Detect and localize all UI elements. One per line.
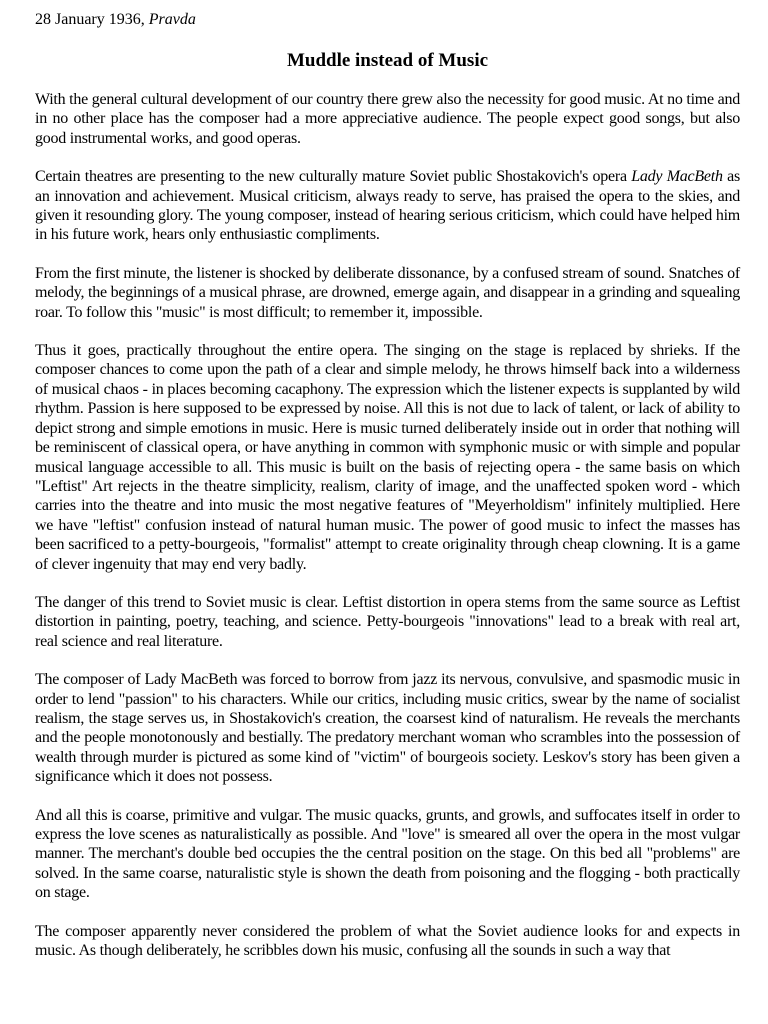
paragraph-2 — [35, 167, 740, 245]
paragraph-2-start: Certain theatres are presenting to the new culturally mature Soviet public Shostakovich's opera — [35, 168, 632, 186]
document-page — [35, 10, 740, 979]
paragraph-1: With the general cultural development of our country there grew also the necessity for good music. At no time and in no other place has the composer had a more appreciative audience. The people expect good songs, but also good instrumental works, and good operas. — [35, 91, 740, 147]
paragraph-7: And all this is coarse, primitive and vulgar. The music quacks, grunts, and growls, and suffocates itself in order to express the love scenes as naturalistically as possible. And "love" is smeared all over the opera in the most vulgar manner. The merchant's double bed occupies the the central position on the stage. On this bed all "problems" are solved. In the same coarse, naturalistic style is shown the death from poisoning and the flogging - both practically on stage. — [35, 806, 740, 902]
paragraph-2-end: as an innovation and achievement. Musical criticism, always ready to serve, has praised the opera to the skies, and given it resounding glory. The young composer, instead of hearing serious criticism, which could have helped him in his future work, hears only enthusiastic compliments. — [35, 168, 740, 244]
paragraph-5: The danger of this trend to Soviet music is clear. Leftist distortion in opera stems from the same source as Leftist distortion in painting, poetry, teaching, and science. Petty-bourgeois "innovations" lead to a break with real art, real science and real literature. — [35, 593, 740, 650]
paragraph-8: The composer apparently never considered the problem of what the Soviet audience looks for and expects in music. As though deliberately, he scribbles down his music, confusing all the sounds in such a way that — [35, 922, 740, 960]
paragraph-6: The composer of Lady MacBeth was forced to borrow from jazz its nervous, convulsive, and spasmodic music in order to lend "passion" to his characters. While our critics, including music critics, swear by the name of socialist realism, the stage serves us, in Shostakovich's creation, the coarsest kind of naturalism. He reveals the merchants and the people monotonously and bestially. The predatory merchant woman who scrambles into the possession of wealth through murder is pictured as some kind of "victim" of bourgeois society. Leskov's story has been given a significance which it does not possess. — [35, 671, 740, 786]
dateline — [35, 10, 740, 30]
publication-name: Pravda — [148, 11, 196, 28]
paragraph-4: Thus it goes, practically throughout the entire opera. The singing on the stage is replaced by shrieks. If the composer chances to come upon the path of a clear and simple melody, he throws himself back into a wilderness of musical chaos - in places becoming cacaphony. The expression which the listener expects is supplanted by wild rhythm. Passion is here supposed to be expressed by noise. All this is not due to lack of talent, or lack of ability to depict strong and simple emotions in music. Here is music turned deliberately inside out in order that nothing will be reminiscent of classical opera, or have anything in common with symphonic music or with simple and popular musical language accessible to all. This music is built on the basis of rejecting opera - the same basis on which "Leftist" Art rejects in the theatre simplicity, realism, clarity of image, and the unaffected spoken word - which carries into the theatre and into music the most negative features of "Meyerholdism" infinitely multiplied. Here we have "leftist" confusion instead of natural human music. The power of good music to infect the masses has been sacrificed to a petty-bourgeois, "formalist" attempt to create originality through cheap clowning. It is a game of clever ingenuity that may end very badly. — [35, 342, 740, 573]
paragraph-3: From the first minute, the listener is shocked by deliberate dissonance, by a confused stream of sound. Snatches of melody, the beginnings of a musical phrase, are drowned, emerge again, and disappear in a grinding and squealing roar. To follow this "music" is most difficult; to remember it, impossible. — [35, 264, 740, 321]
opera-title: Lady MacBeth — [631, 168, 723, 186]
date-text: 28 January 1936, — [35, 11, 149, 28]
article-title: Muddle instead of Music — [286, 50, 489, 71]
